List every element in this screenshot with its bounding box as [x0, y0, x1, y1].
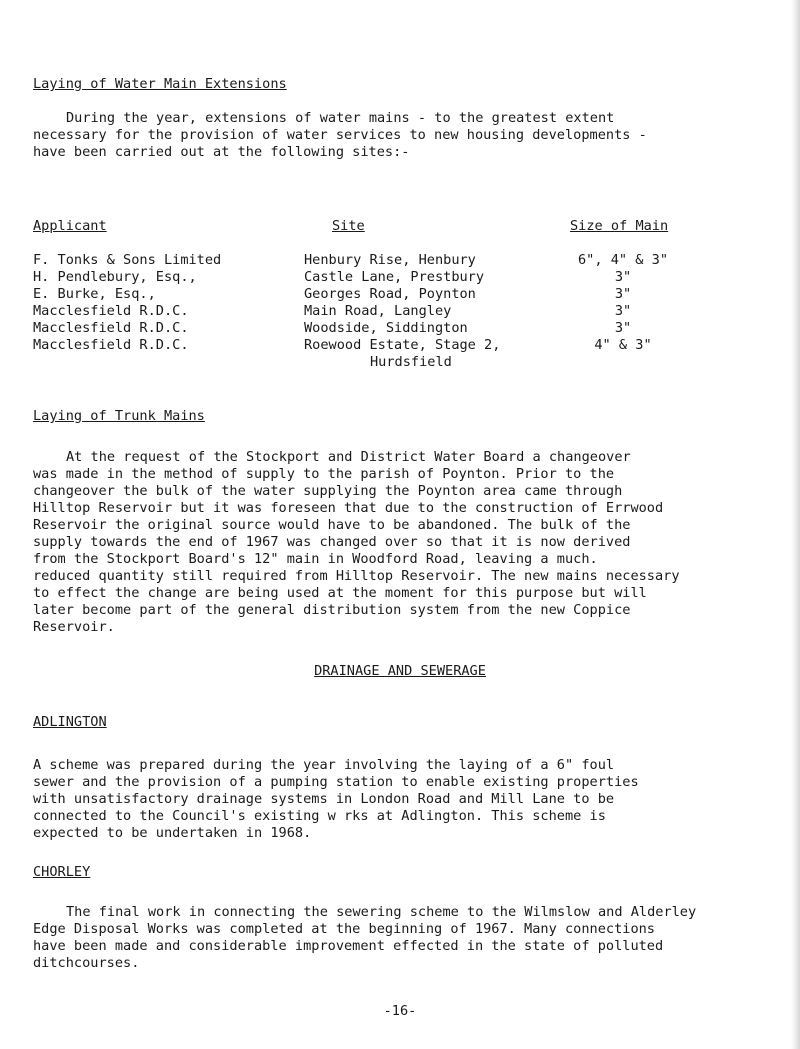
size-cell: 3" [614, 269, 632, 285]
table-row-continuation [33, 354, 793, 371]
site-cell: Main Road, Langley [304, 303, 452, 319]
applicant-cell: E. Burke, Esq., [33, 286, 156, 302]
water-main-extensions-heading: Laying of Water Main Extensions [33, 76, 287, 92]
paragraph-line: from the Stockport Board's 12" main in Woodford Road, leaving a much. [33, 551, 598, 567]
table-row [33, 337, 793, 354]
paragraph-line: supply towards the end of 1967 was changed over so that it is now derived [33, 534, 631, 550]
paragraph-line: reduced quantity still required from Hilltop Reservoir. The new mains necessary [33, 568, 680, 584]
extensions-intro-paragraph [33, 110, 763, 161]
paragraph-line: later become part of the general distribution system from the new Coppice [33, 602, 631, 618]
size-cell: 6", 4" & 3" [577, 252, 669, 268]
site-cell: Georges Road, Poynton [304, 286, 476, 302]
paragraph-line: Hilltop Reservoir but it was foreseen that due to the construction of Errwood [33, 500, 664, 516]
site-cell: Castle Lane, Prestbury [304, 269, 485, 285]
adlington-heading: ADLINGTON [33, 714, 107, 730]
chorley-paragraph [33, 904, 763, 972]
paragraph-line: to effect the change are being used at the moment for this purpose but will [33, 585, 647, 601]
applicant-cell: F. Tonks & Sons Limited [33, 252, 222, 268]
paragraph-line: ditchcourses. [33, 955, 140, 971]
applicant-cell: Macclesfield R.D.C. [33, 303, 189, 319]
site-column-header: Site [332, 218, 365, 234]
size-cell: 3" [614, 320, 632, 336]
trunk-mains-heading: Laying of Trunk Mains [33, 408, 205, 424]
paragraph-line: Reservoir the original source would have to be abandoned. The bulk of the [33, 517, 631, 533]
paragraph-line: During the year, extensions of water mains - to the greatest extent [66, 110, 615, 126]
trunk-mains-paragraph [33, 449, 763, 636]
paragraph-line: The final work in connecting the sewering scheme to the Wilmslow and Alderley [66, 904, 697, 920]
drainage-section-heading [0, 663, 800, 680]
site-cell: Woodside, Siddington [304, 320, 468, 336]
paragraph-line: sewer and the provision of a pumping station to enable existing properties [33, 774, 639, 790]
paragraph-line: At the request of the Stockport and District Water Board a changeover [66, 449, 631, 465]
size-of-main-column-header: Size of Main [570, 218, 669, 234]
size-cell: 3" [614, 286, 632, 302]
scan-edge-shadow [791, 0, 800, 1049]
table-row [33, 303, 793, 320]
paragraph-line: with unsatisfactory drainage systems in London Road and Mill Lane to be [33, 791, 615, 807]
paragraph-line: have been carried out at the following sites:- [33, 144, 410, 160]
applicant-cell: Macclesfield R.D.C. [33, 337, 189, 353]
size-cell: 4" & 3" [594, 337, 652, 353]
paragraph-line: A scheme was prepared during the year involving the laying of a 6" foul [33, 757, 615, 773]
paragraph-line: was made in the method of supply to the parish of Poynton. Prior to the [33, 466, 615, 482]
paragraph-line: necessary for the provision of water services to new housing developments - [33, 127, 647, 143]
applicant-column-header: Applicant [33, 218, 107, 234]
table-row [33, 252, 793, 269]
paragraph-line: changeover the bulk of the water supplying the Poynton area came through [33, 483, 623, 499]
applicant-cell: Macclesfield R.D.C. [33, 320, 189, 336]
paragraph-line: Reservoir. [33, 619, 115, 635]
site-cell: Henbury Rise, Henbury [304, 252, 476, 268]
applicant-cell: H. Pendlebury, Esq., [33, 269, 197, 285]
table-row [33, 286, 793, 303]
paragraph-line: expected to be undertaken in 1968. [33, 825, 312, 841]
paragraph-line: connected to the Council's existing w rks at Adlington. This scheme is [33, 808, 606, 824]
page-number: -16- [383, 1003, 417, 1019]
chorley-heading: CHORLEY [33, 864, 91, 880]
size-cell: 3" [614, 303, 632, 319]
paragraph-line: Edge Disposal Works was completed at the beginning of 1967. Many connections [33, 921, 655, 937]
paragraph-line: have been made and considerable improvement effected in the state of polluted [33, 938, 664, 954]
drainage-heading-text: DRAINAGE AND SEWERAGE [314, 663, 486, 679]
site-cell-continuation: Hurdsfield [370, 354, 452, 370]
table-row [33, 320, 793, 337]
table-row [33, 269, 793, 286]
site-cell: Roewood Estate, Stage 2, [304, 337, 501, 353]
adlington-paragraph [33, 757, 763, 842]
